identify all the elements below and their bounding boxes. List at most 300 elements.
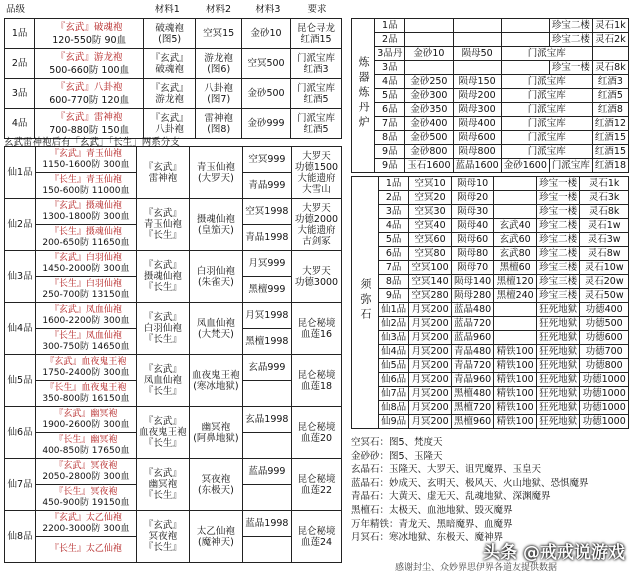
xumi-cell: 珍宝三楼 (536, 289, 579, 303)
grade-cell: 仙1品 (5, 147, 36, 199)
xumi-row (352, 289, 629, 303)
xumi-cell: 灵石3k (580, 191, 629, 205)
item-name: 『长生』摄魂仙袍 (49, 226, 122, 237)
material1-line: 雷神袍 (148, 172, 178, 184)
xumi-cell: 空冥280 (409, 289, 452, 303)
xumi-cell: 精铁100 (494, 345, 537, 359)
xumi-cell: 珍宝二楼 (536, 247, 579, 261)
xumi-cell: 仙7品 (379, 387, 409, 401)
item-name-cell (35, 49, 144, 79)
furnace-cell: 红酒12 (592, 117, 628, 131)
material3-cell: 月冥999 (242, 251, 291, 277)
requirement-cell (292, 147, 342, 199)
legend-line: 黑檀石：太极天、血池地狱、毁灭魔界 (351, 504, 513, 516)
item-stats: 400-850防 17650血 (42, 445, 130, 456)
furnace-cell: 红酒18 (592, 159, 628, 173)
xumi-row (352, 401, 629, 415)
xumi-cell: 狂死地狱 (536, 331, 579, 345)
material1-cell (136, 407, 189, 459)
furnace-cell: 1品 (375, 19, 405, 33)
material1-line: 『玄武』 (143, 161, 182, 173)
item-stats: 500-660防 100血 (49, 64, 130, 76)
material1-line: 『玄武』 (143, 520, 182, 531)
immortal-row (5, 511, 342, 537)
material1-line: 『玄武』 (143, 468, 182, 479)
xumi-cell: 月冥200 (409, 373, 452, 387)
material1-line: 游龙袍 (155, 93, 184, 105)
furnace-cell: 陨母150 (453, 75, 501, 89)
furnace-cell: 红酒8 (592, 103, 628, 117)
furnace-cell: 6品 (375, 103, 405, 117)
xumi-cell: 陨母40 (451, 219, 494, 233)
item-name: 『长生』冥夜袍 (54, 486, 118, 497)
item-name: 『玄武』太乙仙袍 (49, 512, 122, 523)
equip-row (5, 79, 342, 109)
xumi-cell: 陨母60 (451, 233, 494, 247)
material1-line: 『长生』 (143, 230, 182, 241)
requirement-cell (291, 49, 342, 79)
requirement-line: 功德1500 (294, 161, 339, 173)
material1-cell (136, 459, 189, 511)
legend-line: 青晶石：大黄天、虚无天、乱魂地狱、深渊魔界 (351, 491, 551, 503)
furnace-cell: 陨母300 (453, 103, 501, 117)
furnace-cell: 金砂1600 (501, 159, 549, 173)
requirement-line: 血莲20 (300, 432, 333, 444)
furnace-cell (405, 19, 453, 33)
requirement-cell (292, 355, 342, 407)
furnace-cell (453, 61, 501, 75)
immortal-robe-table (4, 146, 342, 563)
xumi-cell: 功德500 (580, 317, 629, 331)
item-name: 『玄武』八卦袍 (55, 81, 123, 93)
immortal-row (5, 147, 342, 173)
material1-line: 血夜鬼王袍 (139, 427, 187, 438)
requirement-line: 昆仑秘境 (297, 369, 336, 381)
furnace-cell: 陨母800 (453, 145, 501, 159)
furnace-row (352, 145, 629, 159)
item-name: 『玄武』凤血仙袍 (49, 304, 122, 315)
xumi-cell: 仙9品 (379, 415, 409, 429)
xumi-row (352, 415, 629, 429)
xumi-cell: 1品 (379, 177, 409, 191)
xumi-cell: 4品 (379, 219, 409, 233)
grade-cell: 1品 (5, 19, 35, 49)
requirement-cell (291, 79, 342, 109)
item-name: 『长生』血夜鬼王袍 (45, 382, 127, 393)
furnace-cell: 红酒15 (592, 145, 628, 159)
header-mat3: 材料3 (255, 4, 281, 15)
item-stats: 1150-1600防 300血 (42, 159, 130, 170)
xumi-cell: 灵石8k (580, 205, 629, 219)
requirement-line: 红酒15 (300, 33, 332, 45)
material3-cell: 玄晶999 (242, 355, 291, 381)
item-stats: 700-880防 150血 (49, 124, 130, 136)
xumi-cell: 陨母80 (451, 247, 494, 261)
material2-line: (魔神天) (197, 536, 234, 548)
material2-line: 幽冥袍 (201, 421, 231, 433)
xumi-cell: 月冥200 (409, 317, 452, 331)
xuanwu-item-cell (36, 407, 137, 433)
xumi-cell: 玄武40 (494, 219, 537, 233)
furnace-cell: 2品 (375, 33, 405, 47)
requirement-line: 大罗天 (302, 202, 331, 214)
item-stats: 350-800防 16150血 (42, 393, 130, 404)
xumi-cell: 蓝晶720 (451, 317, 494, 331)
legend-line: 金砂砂：图5、玉隆天 (351, 450, 443, 462)
item-stats: 450-900防 19150血 (42, 497, 130, 508)
requirement-line: 大罗天 (302, 150, 331, 162)
furnace-cell: 3品丹 (375, 47, 405, 61)
material2-cell: 游龙袍(图6) (196, 49, 242, 79)
material2-cell (190, 147, 243, 199)
xumi-cell (494, 317, 537, 331)
xumi-cell: 珍宝一楼 (536, 191, 579, 205)
xumi-cell: 功德1000 (580, 401, 629, 415)
requirement-line: 功德3000 (294, 276, 339, 288)
requirement-line: 大雪山 (302, 183, 331, 195)
requirement-line: 血莲24 (300, 536, 333, 548)
xumi-cell: 灵石20w (580, 275, 629, 289)
xumi-cell: 狂死地狱 (536, 359, 579, 373)
furnace-cell: 4品 (375, 75, 405, 89)
item-stats: 250-700防 13150血 (42, 289, 130, 300)
xumi-cell: 玄武60 (494, 233, 537, 247)
material2-line: (大罗天) (197, 172, 234, 184)
xumi-cell: 功德1000 (580, 373, 629, 387)
furnace-cell: 门派宝库 (501, 89, 592, 103)
grade-cell: 仙5品 (5, 355, 36, 407)
material2-cell (190, 303, 243, 355)
grade-cell: 仙3品 (5, 251, 36, 303)
equip-table (4, 18, 342, 139)
material3b-cell (242, 433, 291, 459)
furnace-cell: 门派宝库 (501, 145, 592, 159)
requirement-line: 血莲18 (300, 380, 333, 392)
material1-line: 『长生』 (143, 490, 182, 501)
item-stats: 150-600防 11000血 (42, 185, 130, 196)
material3-cell: 金砂10 (241, 19, 290, 49)
material1-line: 『玄武』 (150, 82, 189, 94)
xumi-cell: 陨母70 (451, 261, 494, 275)
header-mat1: 材料1 (154, 4, 180, 15)
xumi-row (352, 177, 629, 191)
xumi-cell: 精铁100 (494, 387, 537, 401)
xumi-cell: 8品 (379, 275, 409, 289)
xumi-row (352, 373, 629, 387)
requirement-cell (292, 303, 342, 355)
material3-cell: 蓝晶999 (242, 459, 291, 485)
furnace-row (352, 47, 629, 61)
furnace-cell: 3品 (375, 61, 405, 75)
material3b-cell: 黑檀999 (242, 277, 291, 303)
material1-line: 白羽仙袍 (143, 323, 182, 334)
material2-cell: 八卦袍(图7) (196, 79, 242, 109)
furnace-cell: 红酒5 (592, 89, 628, 103)
requirement-line: 昆仑秘境 (297, 473, 336, 485)
xumi-cell: 月冥200 (409, 359, 452, 373)
grade-cell: 仙8品 (5, 511, 36, 563)
xumi-row (352, 345, 629, 359)
item-stats: 1900-2600防 300血 (42, 419, 130, 430)
xumi-cell (494, 331, 537, 345)
material1-line: 『玄武』 (143, 208, 182, 219)
item-name: 『玄武』青玉仙袍 (49, 148, 122, 159)
xumi-cell: 黑檀120 (494, 275, 537, 289)
grade-cell: 仙6品 (5, 407, 36, 459)
furnace-cell: 灵石2k (592, 33, 628, 47)
grade-cell: 3品 (5, 79, 35, 109)
xumi-cell: 月冥200 (409, 401, 452, 415)
requirement-line: 昆仑秘境 (297, 421, 336, 433)
material2-line: (大梵天) (197, 328, 234, 340)
item-stats: 120-550防 90血 (52, 34, 127, 46)
xumi-cell: 仙4品 (379, 345, 409, 359)
furnace-cell: 金砂350 (405, 103, 453, 117)
furnace-row (352, 89, 629, 103)
legend-line: 空冥石：图5、梵度天 (351, 437, 443, 448)
furnace-row (352, 103, 629, 117)
furnace-cell: 红酒3 (592, 75, 628, 89)
furnace-cell: 金砂250 (405, 75, 453, 89)
furnace-row (352, 117, 629, 131)
material1-line: 『长生』 (143, 438, 182, 449)
item-stats: 200-650防 11650血 (42, 237, 130, 248)
equip-header (4, 4, 342, 15)
requirement-line: 门派宝库 (297, 112, 336, 124)
furnace-cell: 金砂500 (405, 131, 453, 145)
requirement-line: 功德2000 (294, 213, 339, 225)
item-name: 『长生』凤血仙袍 (49, 330, 122, 341)
xumi-cell (494, 191, 537, 205)
xumi-row (352, 387, 629, 401)
furnace-cell: 8品 (375, 131, 405, 145)
xumi-cell: 玄武80 (494, 247, 537, 261)
immortal-row (5, 459, 342, 485)
furnace-cell: 金砂400 (405, 117, 453, 131)
requirement-cell (292, 459, 342, 511)
xumi-row (352, 331, 629, 345)
furnace-label-text: 炼器炼丹炉 (357, 56, 371, 131)
furnace-cell: 珍宝二楼 (549, 33, 592, 47)
header-req: 要求 (307, 4, 327, 15)
material3-cell: 金砂500 (241, 79, 290, 109)
immortal-row (5, 355, 342, 381)
furnace-cell: 门派宝库 (501, 117, 592, 131)
item-name: 『长生』白羽仙袍 (49, 278, 122, 289)
item-stats: 2050-2800防 300血 (42, 471, 130, 482)
xumi-cell: 青晶960 (451, 373, 494, 387)
material2-cell (190, 511, 243, 563)
xumi-cell: 空冥80 (409, 247, 452, 261)
material1-line: 『玄武』 (143, 416, 182, 427)
furnace-cell (501, 19, 549, 33)
xumi-cell: 功德800 (580, 359, 629, 373)
xumi-cell: 陨母30 (451, 205, 494, 219)
furnace-cell: 5品 (375, 89, 405, 103)
material2-line: 白羽仙袍 (196, 265, 235, 277)
xumi-cell: 蓝晶480 (451, 303, 494, 317)
requirement-cell (291, 109, 342, 139)
material3-cell: 空冥500 (241, 49, 290, 79)
material1-line: (图5) (158, 33, 182, 45)
xuanwu-item-cell (36, 303, 137, 329)
furnace-cell: 门派宝库 (501, 103, 592, 117)
xumi-cell: 月冥200 (409, 387, 452, 401)
furnace-cell: 9品 (375, 159, 405, 173)
changsheng-item-cell (36, 225, 137, 251)
xumi-row (352, 359, 629, 373)
xumi-cell: 空冥60 (409, 233, 452, 247)
item-name: 『玄武』破魂袍 (55, 21, 123, 33)
requirement-cell (292, 511, 342, 563)
changsheng-item-cell (36, 173, 137, 199)
item-name: 『玄武』幽冥袍 (54, 408, 118, 419)
requirement-line: 血莲16 (300, 328, 333, 340)
material1-line: 『玄武』 (150, 52, 189, 64)
material2-cell (190, 251, 243, 303)
material1-line: 『长生』 (143, 334, 182, 345)
immortal-row (5, 199, 342, 225)
material3b-cell (242, 537, 291, 563)
furnace-row (352, 33, 629, 47)
item-stats: 1300-1800防 300血 (42, 211, 130, 222)
xumi-cell: 狂死地狱 (536, 373, 579, 387)
xumi-cell: 空冥100 (409, 261, 452, 275)
requirement-cell (292, 251, 342, 303)
xumi-cell: 9品 (379, 289, 409, 303)
furnace-row (352, 75, 629, 89)
changsheng-item-cell (36, 433, 137, 459)
xumi-row (352, 219, 629, 233)
item-stats: 1750-2400防 300血 (42, 367, 130, 378)
requirement-line: 红酒3 (303, 63, 329, 75)
furnace-cell: 珍宝一楼 (549, 61, 592, 75)
material2-line: 青玉仙袍 (196, 161, 235, 173)
immortal-row (5, 407, 342, 433)
item-name: 『长生』青玉仙袍 (49, 174, 122, 185)
xumi-cell: 仙2品 (379, 317, 409, 331)
item-name: 『玄武』冥夜袍 (54, 460, 118, 471)
item-name-cell (35, 79, 144, 109)
material2-cell (190, 407, 243, 459)
grade-cell: 2品 (5, 49, 35, 79)
legend-line: 蓝晶石：妙成天、玄明天、极风天、火山地狱、恐惧魔界 (351, 477, 589, 489)
material2-line: 太乙仙袍 (196, 525, 235, 537)
furnace-cell: 9品 (375, 145, 405, 159)
material1-line: 破魂袍 (155, 63, 184, 75)
material3-cell: 金砂999 (241, 109, 290, 139)
material2-line: (寒冰地狱) (193, 380, 239, 392)
furnace-cell: 7品 (375, 117, 405, 131)
xumi-cell: 3品 (379, 205, 409, 219)
header-grade: 品级 (6, 4, 26, 15)
item-stats: 600-770防 120血 (49, 94, 130, 106)
xumi-cell: 狂死地狱 (536, 345, 579, 359)
xumi-label (352, 177, 379, 429)
xumi-cell: 精铁100 (494, 401, 537, 415)
item-name: 『玄武』摄魂仙袍 (49, 200, 122, 211)
legend-line: 月冥石：寒冰地狱、东极天、魔神界 (351, 532, 504, 544)
material2-line: 血夜鬼王袍 (192, 369, 240, 381)
xumi-cell: 狂死地狱 (536, 415, 579, 429)
xumi-cell: 空冥140 (409, 275, 452, 289)
furnace-cell: 金砂10 (405, 47, 453, 61)
furnace-cell (405, 33, 453, 47)
changsheng-item-cell (36, 537, 137, 563)
xumi-cell: 7品 (379, 261, 409, 275)
material1-line: 八卦袍 (155, 123, 184, 135)
changsheng-item-cell (36, 381, 137, 407)
material1-cell (136, 355, 189, 407)
material3-cell: 空冥1998 (242, 199, 291, 225)
xumi-cell: 5品 (379, 233, 409, 247)
xumi-cell: 珍宝三楼 (536, 275, 579, 289)
requirement-line: 大能遗府 (297, 224, 336, 236)
furnace-row (352, 131, 629, 145)
furnace-cell (501, 33, 549, 47)
xumi-cell: 陨母140 (451, 275, 494, 289)
furnace-cell: 灵石1k (592, 19, 628, 33)
xumi-cell: 功德600 (580, 331, 629, 345)
xumi-cell: 精铁100 (494, 373, 537, 387)
xumi-row (352, 275, 629, 289)
furnace-cell: 陨母200 (453, 89, 501, 103)
furnace-label (352, 19, 375, 173)
xumi-cell: 空冥20 (409, 191, 452, 205)
xumi-cell (494, 303, 537, 317)
item-name-cell (35, 19, 144, 49)
xumi-cell: 珍宝一楼 (536, 177, 579, 191)
xumi-cell: 狂死地狱 (536, 317, 579, 331)
material2-line: (皇笳天) (197, 224, 234, 236)
xumi-row (352, 205, 629, 219)
furnace-cell: 金砂300 (405, 89, 453, 103)
xumi-cell: 精铁100 (494, 415, 537, 429)
material1-line: 『长生』 (143, 386, 182, 397)
xumi-cell: 灵石50w (580, 289, 629, 303)
xumi-cell: 珍宝二楼 (536, 219, 579, 233)
xumi-cell: 灵石8w (580, 247, 629, 261)
furnace-row (352, 159, 629, 173)
item-stats: 1600-2200防 300血 (42, 315, 130, 326)
grade-cell: 仙7品 (5, 459, 36, 511)
immortal-row (5, 303, 342, 329)
furnace-cell: 红酒15 (592, 131, 628, 145)
material1-cell (136, 147, 189, 199)
material2-line: 摄魂仙袍 (196, 213, 235, 225)
material2-cell: 雷神袍(图8) (196, 109, 242, 139)
item-name: 『长生』太乙仙袍 (49, 544, 122, 554)
requirement-cell (291, 19, 342, 49)
xumi-cell: 珍宝二楼 (536, 233, 579, 247)
material1-cell (136, 303, 189, 355)
item-name: 『长生』幽冥袍 (54, 434, 118, 445)
xumi-cell: 仙6品 (379, 373, 409, 387)
requirement-line: 大能遗府 (297, 172, 336, 184)
material1-line: 『玄武』 (143, 312, 182, 323)
furnace-table (351, 18, 629, 173)
xumi-cell: 黑檀60 (494, 261, 537, 275)
xumi-cell: 仙8品 (379, 401, 409, 415)
requirement-line: 昆仑寻龙 (297, 22, 336, 34)
material3b-cell: 青晶1998 (242, 225, 291, 251)
grade-cell: 仙4品 (5, 303, 36, 355)
material3-cell: 空冥999 (242, 147, 291, 173)
xumi-cell: 月冥200 (409, 415, 452, 429)
material2-line: (朱雀天) (197, 276, 234, 288)
material2-cell (190, 199, 243, 251)
furnace-cell: 陨母50 (453, 47, 501, 61)
